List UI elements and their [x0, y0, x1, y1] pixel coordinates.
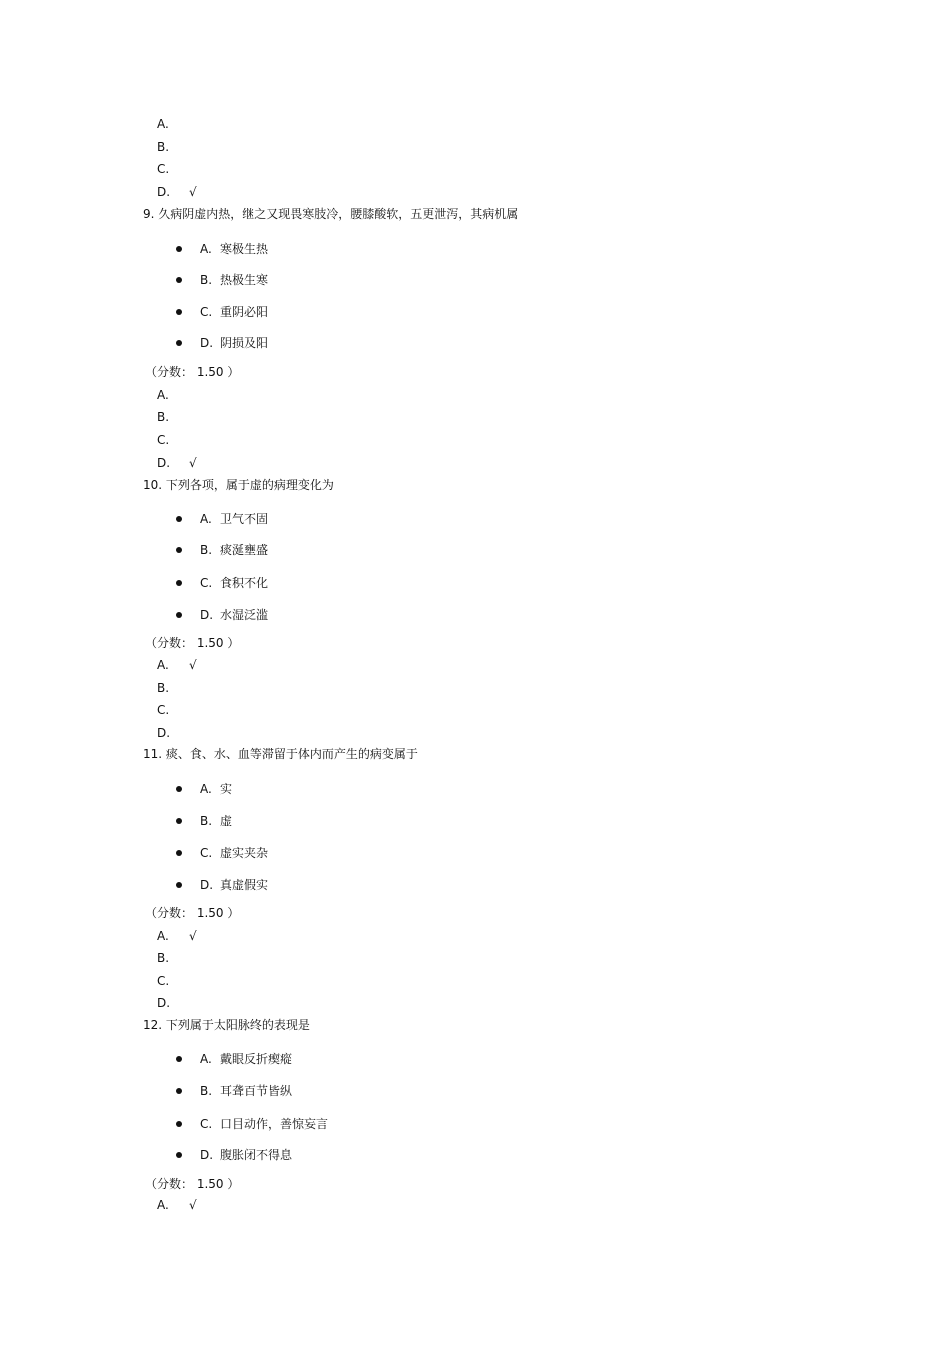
answer-row [157, 725, 189, 741]
option-letter: D. [200, 608, 214, 622]
option-text: 食积不化 [220, 576, 269, 590]
answer-letter: D. [157, 456, 171, 470]
bullet-icon [176, 547, 182, 553]
bullet-icon [176, 882, 182, 888]
option-text: 重阴必阳 [220, 305, 269, 319]
answer-letter: D. [157, 185, 171, 199]
option-text: 实 [220, 782, 233, 796]
answer-row [157, 1197, 197, 1213]
bullet-icon [176, 277, 182, 283]
option-text: 虚 [220, 814, 233, 828]
option-letter: D. [200, 878, 214, 892]
question-text: 10. 下列各项，属于虚的病理变化为 [143, 478, 334, 492]
option-text: 真虚假实 [220, 878, 269, 892]
option-text: 水湿泛滥 [220, 608, 269, 622]
answer-row [157, 139, 189, 155]
bullet-icon [176, 246, 182, 252]
option-letter: D. [200, 336, 214, 350]
score-label: （分数： 1.50 ） [145, 906, 240, 920]
answer-row [157, 928, 197, 944]
bullet-icon [176, 786, 182, 792]
option-item [200, 1051, 292, 1067]
option-item [200, 241, 268, 257]
score-label: （分数： 1.50 ） [145, 636, 240, 650]
option-text: 腹胀闭不得息 [220, 1148, 293, 1162]
question-text: 12. 下列属于太阳脉终的表现是 [143, 1018, 310, 1032]
option-text: 耳聋百节皆纵 [220, 1084, 293, 1098]
option-letter: C. [200, 305, 213, 319]
answer-row [157, 657, 197, 673]
option-item [200, 1083, 292, 1099]
option-letter: C. [200, 576, 213, 590]
bullet-icon [176, 1088, 182, 1094]
answer-check-mark: √ [189, 658, 197, 672]
answer-row [157, 995, 189, 1011]
answer-row [157, 161, 189, 177]
option-text: 痰涎壅盛 [220, 543, 269, 557]
option-letter: A. [200, 1052, 212, 1066]
option-letter: A. [200, 242, 212, 256]
answer-check-mark: √ [189, 1198, 197, 1212]
option-text: 卫气不固 [220, 512, 269, 526]
option-item [200, 877, 268, 893]
option-item [200, 1116, 328, 1132]
answer-row [157, 409, 189, 425]
option-letter: C. [200, 1117, 213, 1131]
option-letter: D. [200, 1148, 214, 1162]
option-letter: B. [200, 814, 213, 828]
answer-row [157, 387, 189, 403]
answer-check-mark: √ [189, 456, 197, 470]
answer-row [157, 973, 189, 989]
option-letter: A. [200, 512, 212, 526]
bullet-icon [176, 1121, 182, 1127]
answer-row [157, 432, 189, 448]
answer-letter: B. [157, 140, 170, 154]
option-item [200, 575, 268, 591]
answer-letter: C. [157, 703, 170, 717]
bullet-icon [176, 516, 182, 522]
option-text: 阴损及阳 [220, 336, 269, 350]
option-letter: B. [200, 273, 213, 287]
answer-letter: C. [157, 433, 170, 447]
answer-letter: D. [157, 726, 171, 740]
bullet-icon [176, 612, 182, 618]
answer-row [157, 680, 189, 696]
answer-letter: B. [157, 410, 170, 424]
option-text: 寒极生热 [220, 242, 269, 256]
option-item [200, 304, 268, 320]
bullet-icon [176, 1152, 182, 1158]
answer-letter: C. [157, 974, 170, 988]
bullet-icon [176, 850, 182, 856]
answer-row [157, 116, 189, 132]
option-item [200, 607, 268, 623]
option-item [200, 813, 232, 829]
option-text: 戴眼反折瘈瘲 [220, 1052, 293, 1066]
question-text: 9. 久病阴虚内热，继之又现畏寒肢冷，腰膝酸软，五更泄泻，其病机属 [143, 207, 519, 221]
bullet-icon [176, 818, 182, 824]
score-label: （分数： 1.50 ） [145, 365, 240, 379]
answer-check-mark: √ [189, 185, 197, 199]
option-letter: B. [200, 543, 213, 557]
answer-letter: A. [157, 929, 169, 943]
option-item [200, 781, 232, 797]
option-item [200, 511, 268, 527]
answer-letter: B. [157, 681, 170, 695]
answer-row [157, 702, 189, 718]
option-text: 虚实夹杂 [220, 846, 269, 860]
bullet-icon [176, 1056, 182, 1062]
option-letter: A. [200, 782, 212, 796]
question-text: 11. 痰、食、水、血等滞留于体内而产生的病变属于 [143, 747, 418, 761]
answer-row [157, 184, 197, 200]
bullet-icon [176, 309, 182, 315]
option-text: 热极生寒 [220, 273, 269, 287]
option-letter: C. [200, 846, 213, 860]
answer-letter: A. [157, 658, 169, 672]
score-label: （分数： 1.50 ） [145, 1177, 240, 1191]
answer-letter: A. [157, 117, 169, 131]
option-item [200, 272, 268, 288]
answer-letter: D. [157, 996, 171, 1010]
option-item [200, 542, 268, 558]
answer-check-mark: √ [189, 929, 197, 943]
answer-letter: C. [157, 162, 170, 176]
answer-row [157, 950, 189, 966]
option-item [200, 335, 268, 351]
answer-letter: A. [157, 388, 169, 402]
bullet-icon [176, 580, 182, 586]
option-text: 口目动作，善惊妄言 [220, 1117, 329, 1131]
answer-letter: A. [157, 1198, 169, 1212]
option-item [200, 1147, 292, 1163]
answer-letter: B. [157, 951, 170, 965]
answer-row [157, 455, 197, 471]
option-letter: B. [200, 1084, 213, 1098]
option-item [200, 845, 268, 861]
bullet-icon [176, 340, 182, 346]
